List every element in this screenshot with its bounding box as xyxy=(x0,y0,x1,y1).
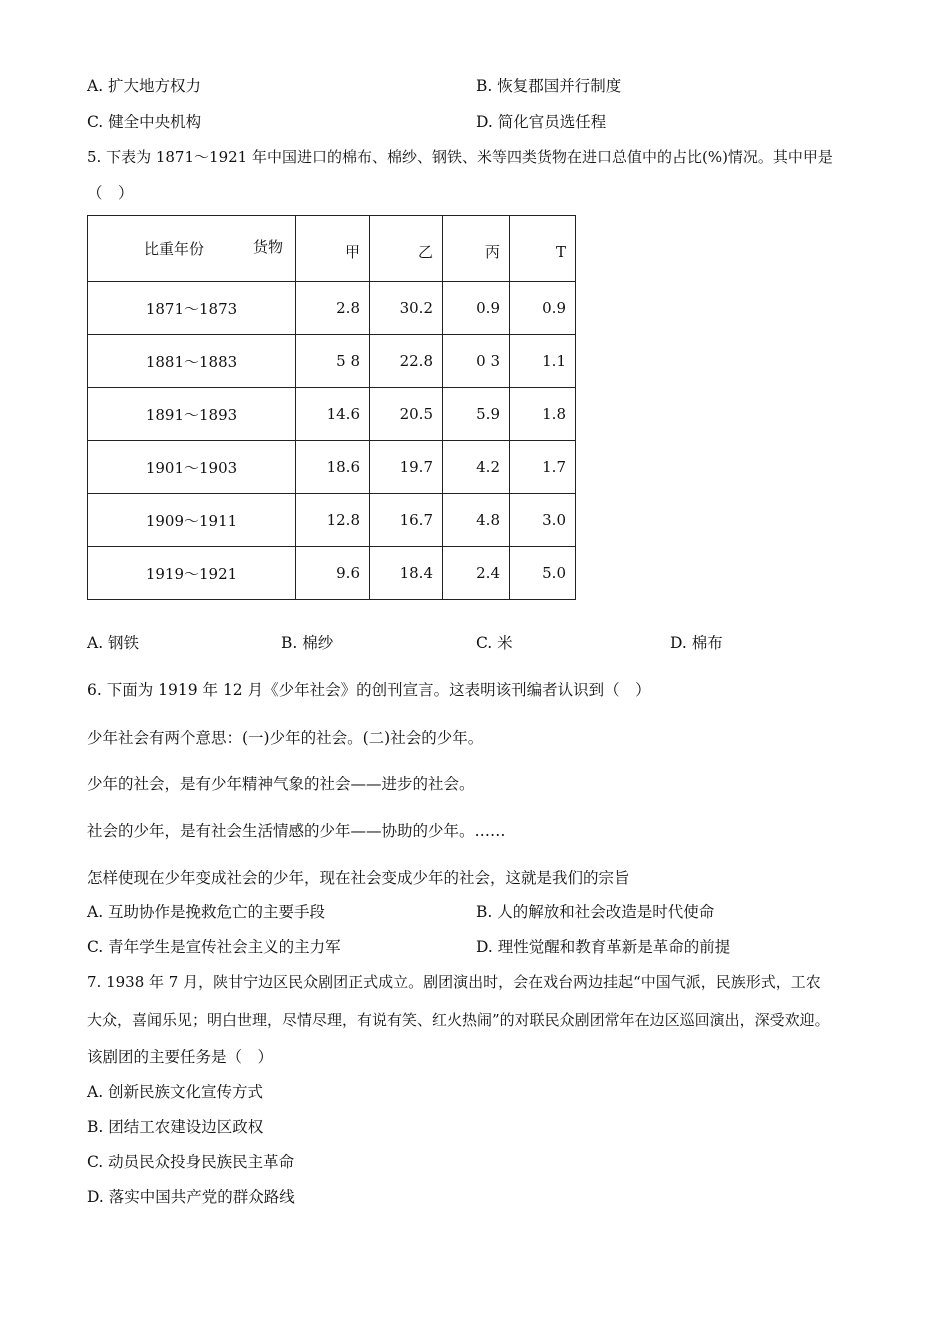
year-cell: 1901～1903 xyxy=(88,441,296,494)
table-row xyxy=(88,494,576,547)
q6-option-a[interactable]: A. 互助协作是挽救危亡的主要手段 xyxy=(87,903,326,921)
q5-answer-bracket: （ ） xyxy=(87,184,134,202)
q7-option-a[interactable]: A. 创新民族文化宣传方式 xyxy=(87,1083,264,1101)
q6-option-c[interactable]: C. 青年学生是宣传社会主义的主力军 xyxy=(87,938,341,956)
q7-option-c[interactable]: C. 动员民众投身民族民主革命 xyxy=(87,1153,295,1171)
value-cell: 5 8 xyxy=(296,335,370,388)
column-header: 甲 xyxy=(296,216,370,282)
q7-stem-line: 7. 1938 年 7 月，陕甘宁边区民众剧团正式成立。剧团演出时，会在戏台两边挂起“中国气派，民族形式，工农 xyxy=(87,973,821,991)
year-cell: 1871～1873 xyxy=(88,282,296,335)
q5-option-a[interactable]: A. 钢铁 xyxy=(87,634,140,652)
q6-quote-line: 怎样使现在少年变成社会的少年，现在社会变成少年的社会，这就是我们的宗旨 xyxy=(87,869,630,887)
year-cell: 1891～1893 xyxy=(88,388,296,441)
value-cell: 16.7 xyxy=(370,494,443,547)
table-row xyxy=(88,388,576,441)
value-cell: 19.7 xyxy=(370,441,443,494)
q7-option-d[interactable]: D. 落实中国共产党的群众路线 xyxy=(87,1188,295,1206)
column-header: T xyxy=(510,216,576,282)
q7-stem-line: 大众，喜闻乐见；明白世理，尽情尽理，有说有笑、红火热闹”的对联民众剧团常年在边区巡回演出，深受欢迎。 xyxy=(87,1011,830,1029)
q7-option-b[interactable]: B. 团结工农建设边区政权 xyxy=(87,1118,264,1136)
value-cell: 5.0 xyxy=(510,547,576,600)
value-cell: 9.6 xyxy=(296,547,370,600)
value-cell: 18.6 xyxy=(296,441,370,494)
q6-option-b[interactable]: B. 人的解放和社会改造是时代使命 xyxy=(476,903,715,921)
header-year-label: 比重年份 xyxy=(144,240,205,258)
q5-option-c[interactable]: C. 米 xyxy=(476,634,513,652)
table-row xyxy=(88,335,576,388)
value-cell: 30.2 xyxy=(370,282,443,335)
year-cell: 1881～1883 xyxy=(88,335,296,388)
q7-stem-line: 该剧团的主要任务是（ ） xyxy=(87,1048,274,1066)
value-cell: 4.2 xyxy=(443,441,510,494)
q5-option-b[interactable]: B. 棉纱 xyxy=(281,634,334,652)
value-cell: 12.8 xyxy=(296,494,370,547)
value-cell: 1.8 xyxy=(510,388,576,441)
table-header-diagonal-cell xyxy=(88,216,296,282)
q6-quote-line: 社会的少年，是有社会生活情感的少年——协助的少年。…… xyxy=(87,822,506,840)
table-row xyxy=(88,441,576,494)
value-cell: 22.8 xyxy=(370,335,443,388)
value-cell: 4.8 xyxy=(443,494,510,547)
header-goods-label: 货物 xyxy=(253,238,284,256)
table-row xyxy=(88,282,576,335)
value-cell: 18.4 xyxy=(370,547,443,600)
table-row xyxy=(88,547,576,600)
year-cell: 1909～1911 xyxy=(88,494,296,547)
value-cell: 2.4 xyxy=(443,547,510,600)
q5-option-d[interactable]: D. 棉布 xyxy=(670,634,723,652)
value-cell: 1.1 xyxy=(510,335,576,388)
q6-quote-line: 少年社会有两个意思：(一)少年的社会。(二)社会的少年。 xyxy=(87,729,484,747)
q4-option-c[interactable]: C. 健全中央机构 xyxy=(87,113,202,131)
value-cell: 20.5 xyxy=(370,388,443,441)
value-cell: 0 3 xyxy=(443,335,510,388)
value-cell: 3.0 xyxy=(510,494,576,547)
q5-stem: 5. 下表为 1871～1921 年中国进口的棉布、棉纱、钢铁、米等四类货物在进口总值中的占比(%)情况。其中甲是 xyxy=(87,148,833,166)
column-header: 丙 xyxy=(443,216,510,282)
q6-stem: 6. 下面为 1919 年 12 月《少年社会》的创刊宣言。这表明该刊编者认识到（ ） xyxy=(87,681,651,699)
value-cell: 14.6 xyxy=(296,388,370,441)
value-cell: 0.9 xyxy=(510,282,576,335)
table-header-row xyxy=(88,216,576,282)
q4-option-d[interactable]: D. 简化官员选任程 xyxy=(476,113,607,131)
value-cell: 0.9 xyxy=(443,282,510,335)
q6-quote-line: 少年的社会，是有少年精神气象的社会——进步的社会。 xyxy=(87,775,475,793)
value-cell: 5.9 xyxy=(443,388,510,441)
q4-option-a[interactable]: A. 扩大地方权力 xyxy=(87,77,202,95)
column-header: 乙 xyxy=(370,216,443,282)
year-cell: 1919～1921 xyxy=(88,547,296,600)
value-cell: 2.8 xyxy=(296,282,370,335)
q5-data-table xyxy=(87,215,576,600)
q4-option-b[interactable]: B. 恢复郡国并行制度 xyxy=(476,77,622,95)
value-cell: 1.7 xyxy=(510,441,576,494)
q6-option-d[interactable]: D. 理性觉醒和教育革新是革命的前提 xyxy=(476,938,731,956)
